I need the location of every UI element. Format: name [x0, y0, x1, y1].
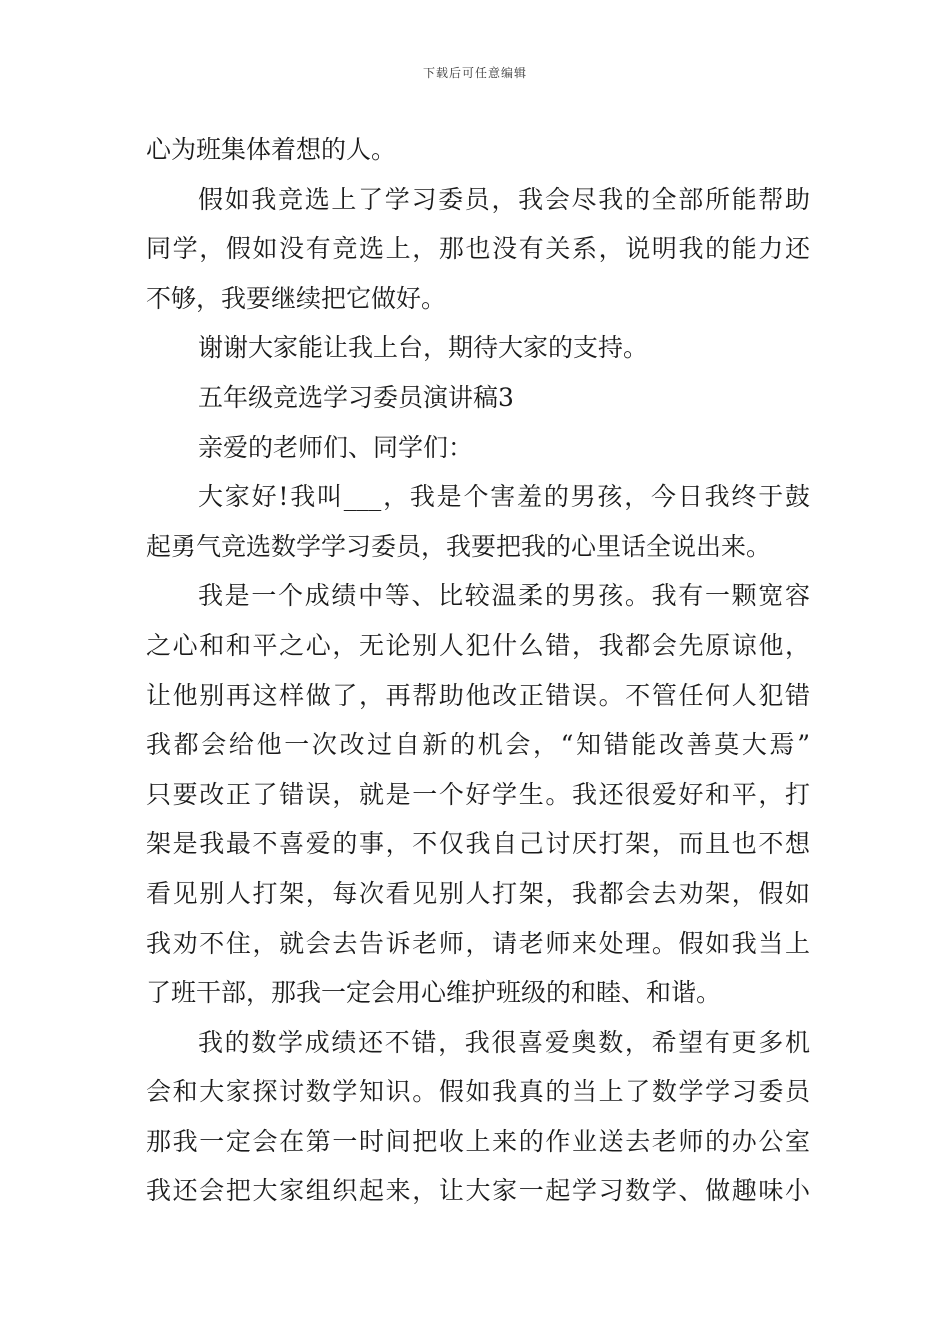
text-line: 会和大家探讨数学知识。假如我真的当上了数学学习委员	[146, 1077, 810, 1107]
salutation: 亲爱的老师们、同学们：	[198, 432, 474, 462]
text-line: 不够，我要继续把它做好。	[146, 283, 447, 313]
text-line: 之心和和平之心，无论别人犯什么错，我都会先原谅他，	[146, 630, 810, 660]
header-note: 下载后可任意编辑	[422, 66, 527, 80]
text-line: 我劝不住，就会去告诉老师，请老师来处理。假如我当上	[146, 928, 810, 958]
text-line: 我是一个成绩中等、比较温柔的男孩。我有一颗宽容	[198, 581, 810, 611]
text-line: 看见别人打架，每次看见别人打架，我都会去劝架，假如	[146, 878, 810, 908]
text-line: 架是我最不喜爱的事，不仅我自己讨厌打架，而且也不想	[146, 829, 810, 859]
text-line: 大家好!我叫___，我是个害羞的男孩，今日我终于鼓	[198, 482, 810, 512]
text-line: 同学，假如没有竞选上，那也没有关系，说明我的能力还	[146, 234, 810, 264]
text-line: 谢谢大家能让我上台，期待大家的支持。	[198, 333, 649, 363]
document-body	[146, 125, 810, 1216]
section-title: 五年级竞选学习委员演讲稿3	[198, 382, 514, 412]
text-line: 假如我竞选上了学习委员，我会尽我的全部所能帮助	[198, 184, 810, 214]
text-line: 我的数学成绩还不错，我很喜爱奥数，希望有更多机	[198, 1027, 810, 1057]
text-line: 只要改正了错误，就是一个好学生。我还很爱好和平，打	[146, 779, 810, 809]
text-line: 我还会把大家组织起来，让大家一起学习数学、做趣味小	[146, 1176, 810, 1206]
text-line: 了班干部，那我一定会用心维护班级的和睦、和谐。	[146, 978, 722, 1008]
text-line: 心为班集体着想的人。	[146, 135, 397, 164]
text-line: 让他别再这样做了，再帮助他改正错误。不管任何人犯错	[146, 680, 810, 710]
text-line: 我都会给他一次改过自新的机会，“知错能改善莫大焉”	[146, 730, 810, 760]
text-line: 起勇气竞选数学学习委员，我要把我的心里话全说出来。	[146, 531, 772, 561]
text-line: 那我一定会在第一时间把收上来的作业送去老师的办公室	[146, 1126, 810, 1156]
